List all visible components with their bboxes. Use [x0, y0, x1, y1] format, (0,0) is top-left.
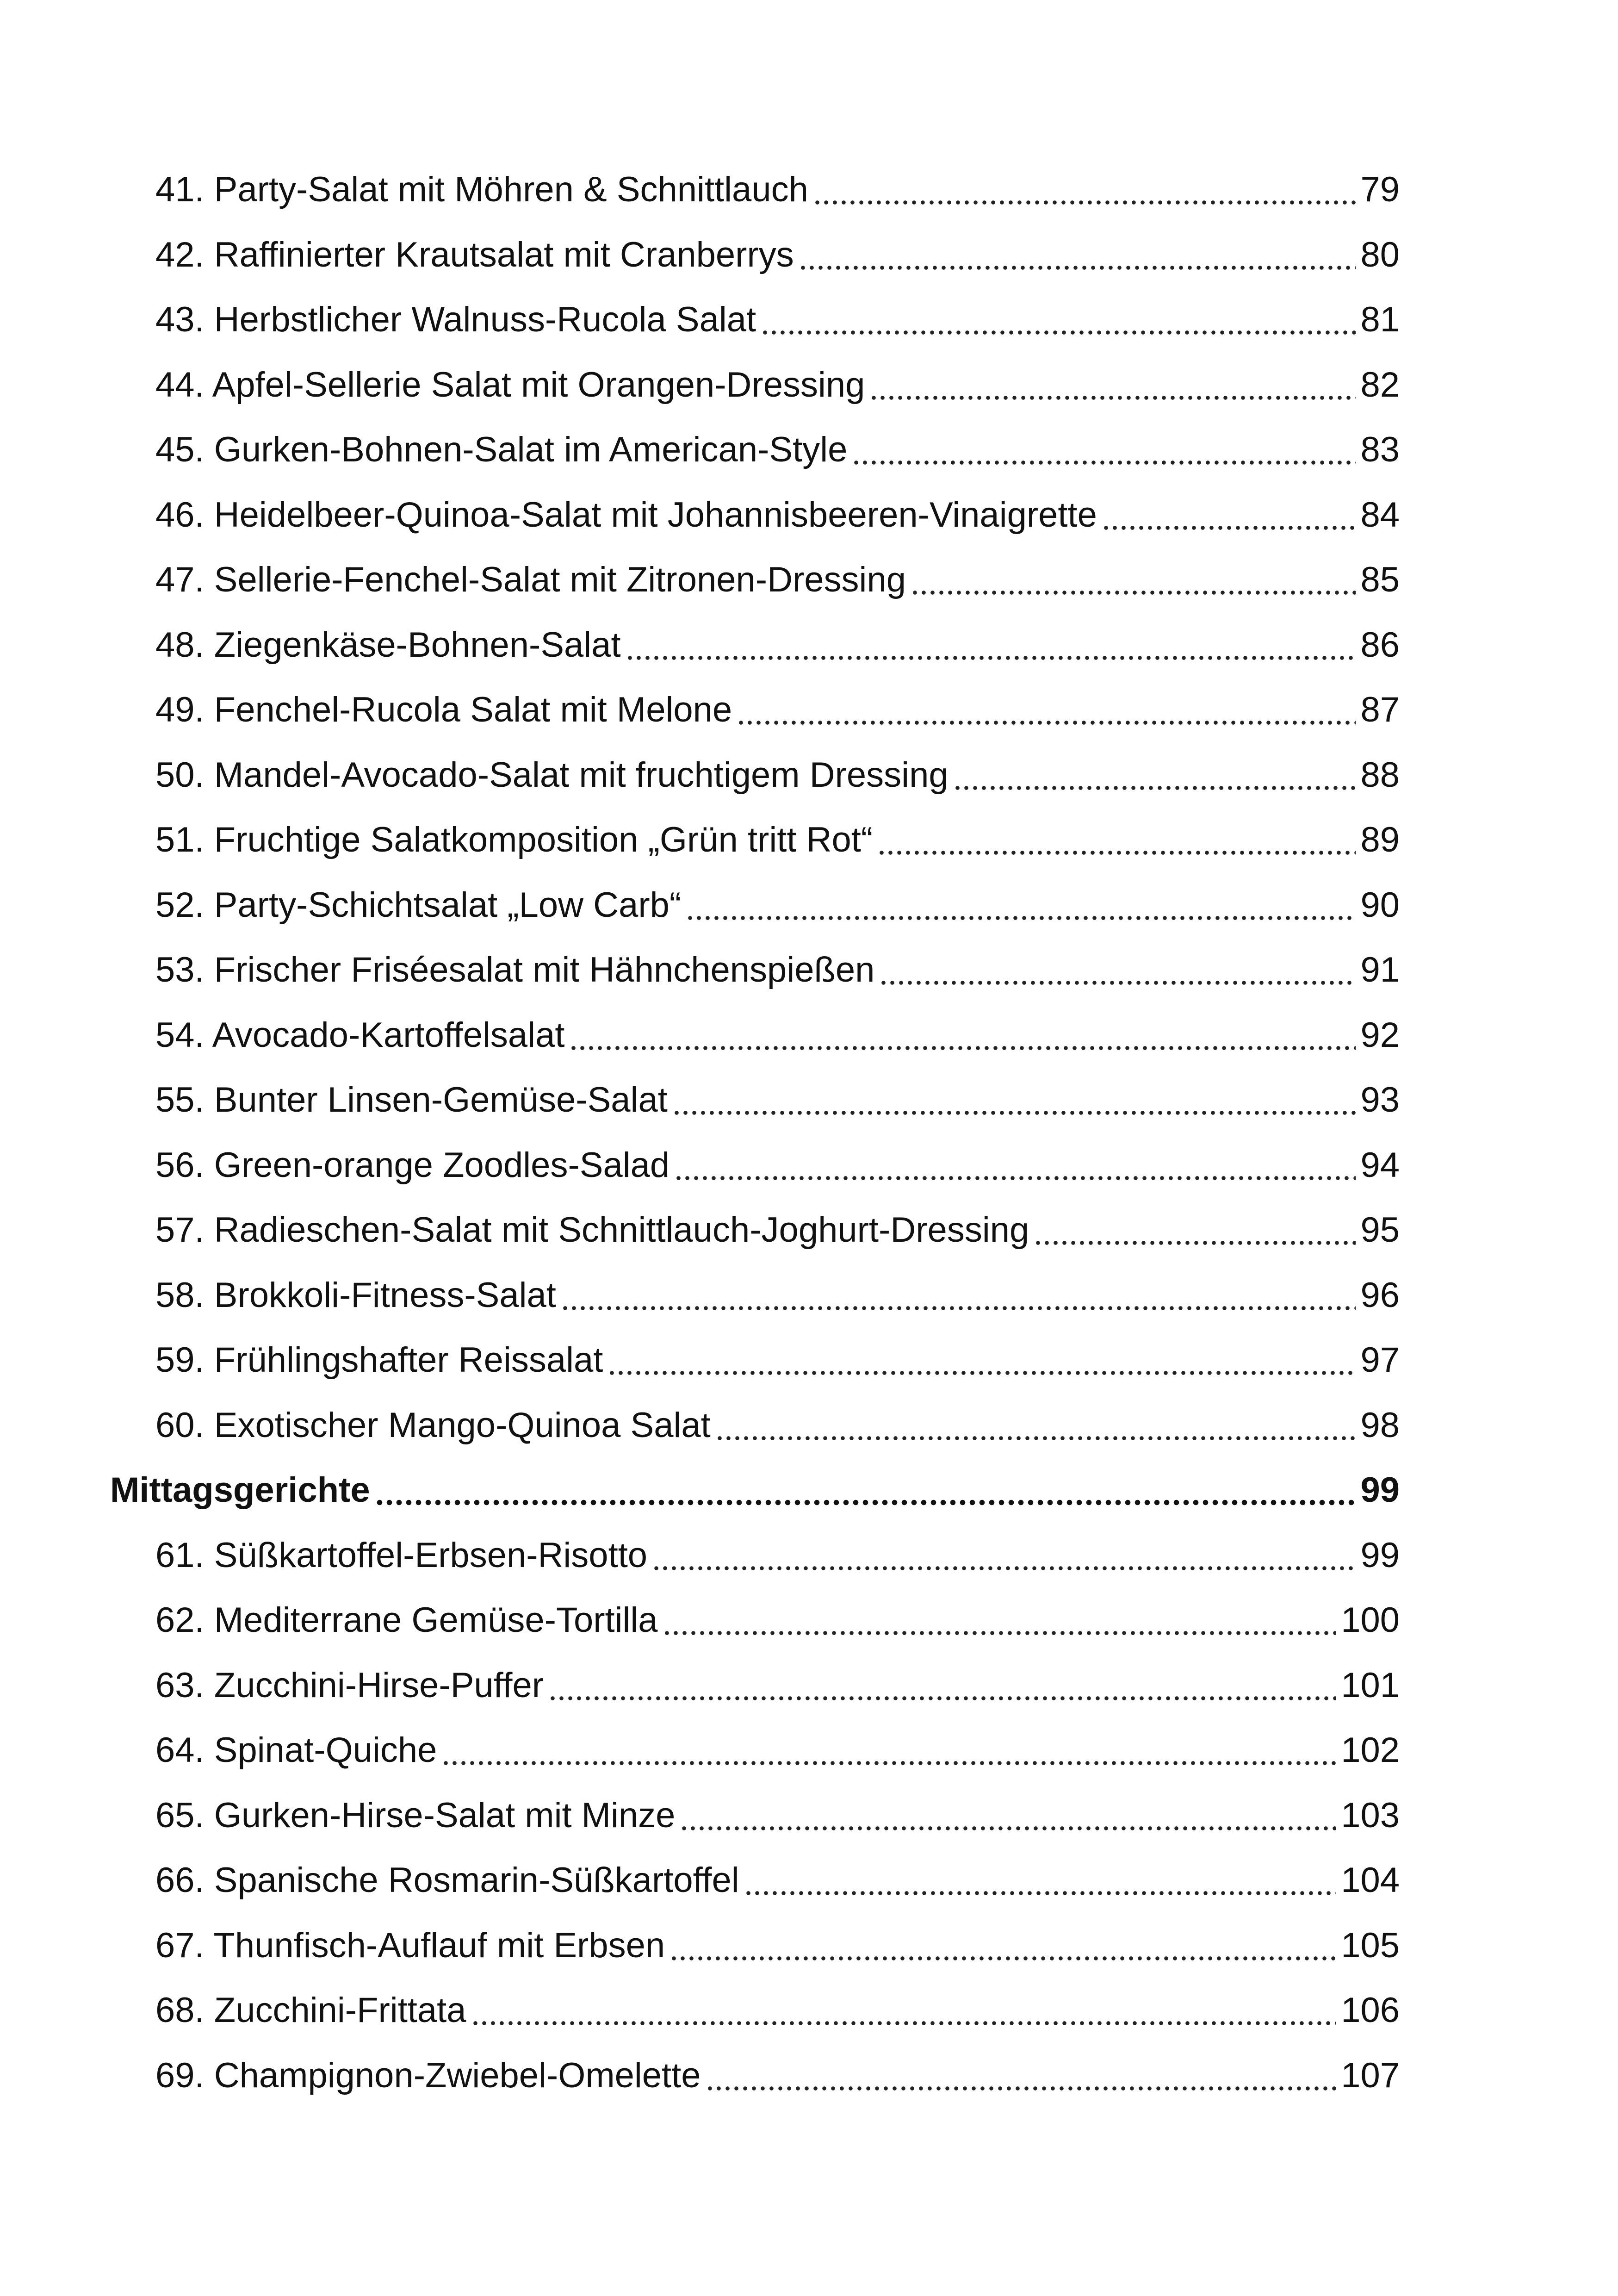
- toc-page-number: 91: [1360, 950, 1400, 990]
- toc-entry-title: 54. Avocado-Kartoffelsalat: [155, 1015, 565, 1055]
- dot-leader: [799, 237, 1356, 273]
- toc-page-number: 104: [1341, 1860, 1400, 1900]
- toc-entry-title: 46. Heidelbeer-Quinoa-Salat mit Johannisbeeren-Vinaigrette: [155, 495, 1097, 535]
- toc-entry[interactable]: [0, 1783, 1400, 1848]
- dot-leader: [744, 1863, 1337, 1898]
- toc-entry-title: 41. Party-Salat mit Möhren & Schnittlauch: [155, 170, 808, 210]
- toc-entry[interactable]: [0, 157, 1400, 223]
- toc-entry[interactable]: [0, 1263, 1400, 1328]
- toc-entry[interactable]: [0, 1848, 1400, 1913]
- dot-leader: [953, 758, 1356, 793]
- toc-entry-title: 52. Party-Schichtsalat „Low Carb“: [155, 885, 682, 925]
- dot-leader: [680, 1798, 1336, 1833]
- toc-entry-title: 61. Süßkartoffel-Erbsen-Risotto: [155, 1535, 648, 1575]
- toc-entry[interactable]: [0, 743, 1400, 808]
- toc-page-number: 79: [1360, 170, 1400, 210]
- toc-entry-title: 48. Ziegenkäse-Bohnen-Salat: [155, 625, 621, 665]
- toc-page-number: 99: [1360, 1470, 1400, 1510]
- toc-entry[interactable]: [0, 1523, 1400, 1588]
- toc-section-heading[interactable]: [0, 1458, 1400, 1523]
- toc-page-number: 97: [1360, 1340, 1400, 1380]
- toc-entry-title: 47. Sellerie-Fenchel-Salat mit Zitronen-Dressing: [155, 560, 906, 600]
- toc-entry[interactable]: [0, 1393, 1400, 1458]
- dot-leader: [869, 367, 1356, 403]
- toc-entry[interactable]: [0, 287, 1400, 353]
- toc-entry[interactable]: [0, 808, 1400, 873]
- toc-entry[interactable]: [0, 1328, 1400, 1393]
- toc-entry-title: 53. Frischer Friséesalat mit Hähnchenspießen: [155, 950, 875, 990]
- toc-page-number: 92: [1360, 1015, 1400, 1055]
- toc-entry[interactable]: [0, 353, 1400, 418]
- dot-leader: [686, 888, 1356, 923]
- toc-entry[interactable]: [0, 1653, 1400, 1718]
- toc-page-number: 105: [1341, 1925, 1400, 1965]
- toc-entry-title: 45. Gurken-Bohnen-Salat im American-Style: [155, 430, 848, 470]
- toc-page-number: 106: [1341, 1991, 1400, 2030]
- toc-section-title: Mittagsgerichte: [110, 1470, 370, 1510]
- toc-page-number: 84: [1360, 495, 1400, 535]
- toc-entry[interactable]: [0, 1588, 1400, 1653]
- dot-leader: [471, 1993, 1337, 2028]
- toc-entry[interactable]: [0, 1718, 1400, 1783]
- toc-entry[interactable]: [0, 1978, 1400, 2043]
- toc-entry-title: 56. Green-orange Zoodles-Salad: [155, 1145, 670, 1185]
- toc-page-number: 87: [1360, 690, 1400, 730]
- toc-page-number: 86: [1360, 625, 1400, 665]
- toc-page-number: 102: [1341, 1730, 1400, 1770]
- dot-leader: [1034, 1213, 1356, 1248]
- toc-entry[interactable]: [0, 678, 1400, 743]
- toc-entry-title: 50. Mandel-Avocado-Salat mit fruchtigem Dressing: [155, 755, 948, 795]
- dot-leader: [911, 562, 1356, 597]
- toc-entry-title: 60. Exotischer Mango-Quinoa Salat: [155, 1405, 711, 1445]
- dot-leader: [715, 1408, 1356, 1443]
- toc-page-number: 98: [1360, 1405, 1400, 1445]
- toc-entry-title: 63. Zucchini-Hirse-Puffer: [155, 1665, 544, 1705]
- toc-page-number: 82: [1360, 365, 1400, 404]
- toc-entry-title: 55. Bunter Linsen-Gemüse-Salat: [155, 1080, 668, 1120]
- dot-leader: [877, 822, 1356, 858]
- dot-leader: [375, 1473, 1356, 1508]
- toc-page-number: 100: [1341, 1600, 1400, 1640]
- toc-entry-title: 66. Spanische Rosmarin-Süßkartoffel: [155, 1860, 739, 1900]
- dot-leader: [626, 628, 1356, 663]
- dot-leader: [852, 432, 1356, 467]
- toc-entry[interactable]: [0, 548, 1400, 613]
- toc-page-number: 95: [1360, 1210, 1400, 1250]
- table-of-contents: [0, 157, 1618, 2108]
- toc-page-number: 96: [1360, 1275, 1400, 1315]
- dot-leader: [672, 1083, 1356, 1118]
- toc-entry[interactable]: [0, 223, 1400, 288]
- toc-entry-title: 58. Brokkoli-Fitness-Salat: [155, 1275, 556, 1315]
- toc-entry-title: 67. Thunfisch-Auflauf mit Erbsen: [155, 1925, 665, 1965]
- dot-leader: [879, 952, 1356, 988]
- dot-leader: [670, 1928, 1336, 1963]
- toc-entry-title: 68. Zucchini-Frittata: [155, 1991, 466, 2030]
- dot-leader: [1102, 498, 1356, 533]
- toc-entry[interactable]: [0, 483, 1400, 548]
- toc-entry[interactable]: [0, 1133, 1400, 1198]
- toc-entry[interactable]: [0, 1068, 1400, 1133]
- toc-page-number: 85: [1360, 560, 1400, 600]
- toc-entry-title: 43. Herbstlicher Walnuss-Rucola Salat: [155, 300, 756, 340]
- dot-leader: [548, 1668, 1336, 1703]
- dot-leader: [441, 1733, 1336, 1768]
- toc-entry-title: 49. Fenchel-Rucola Salat mit Melone: [155, 690, 732, 730]
- toc-page-number: 93: [1360, 1080, 1400, 1120]
- toc-entry[interactable]: [0, 1003, 1400, 1068]
- toc-entry[interactable]: [0, 1198, 1400, 1263]
- toc-entry[interactable]: [0, 938, 1400, 1003]
- dot-leader: [569, 1018, 1356, 1053]
- dot-leader: [813, 172, 1356, 207]
- toc-page-number: 99: [1360, 1535, 1400, 1575]
- toc-entry-title: 51. Fruchtige Salatkomposition „Grün tritt Rot“: [155, 820, 873, 860]
- dot-leader: [663, 1603, 1337, 1638]
- toc-entry[interactable]: [0, 873, 1400, 938]
- toc-page-number: 101: [1341, 1665, 1400, 1705]
- toc-entry-title: 65. Gurken-Hirse-Salat mit Minze: [155, 1795, 676, 1835]
- toc-page-number: 89: [1360, 820, 1400, 860]
- toc-entry-title: 57. Radieschen-Salat mit Schnittlauch-Joghurt-Dressing: [155, 1210, 1029, 1250]
- toc-entry[interactable]: [0, 417, 1400, 483]
- toc-entry-title: 62. Mediterrane Gemüse-Tortilla: [155, 1600, 658, 1640]
- toc-entry[interactable]: [0, 613, 1400, 678]
- dot-leader: [706, 2058, 1337, 2093]
- toc-page-number: 103: [1341, 1795, 1400, 1835]
- dot-leader: [652, 1538, 1356, 1573]
- toc-entry[interactable]: [0, 1913, 1400, 1979]
- dot-leader: [674, 1148, 1356, 1183]
- toc-entry[interactable]: [0, 2043, 1400, 2109]
- toc-entry-title: 64. Spinat-Quiche: [155, 1730, 437, 1770]
- dot-leader: [608, 1343, 1356, 1378]
- toc-page-number: 80: [1360, 235, 1400, 274]
- toc-entry-title: 69. Champignon-Zwiebel-Omelette: [155, 2055, 701, 2095]
- toc-entry-title: 42. Raffinierter Krautsalat mit Cranberrys: [155, 235, 794, 274]
- toc-page-number: 81: [1360, 300, 1400, 340]
- dot-leader: [761, 302, 1356, 337]
- toc-page-number: 94: [1360, 1145, 1400, 1185]
- toc-entry-title: 44. Apfel-Sellerie Salat mit Orangen-Dressing: [155, 365, 865, 404]
- dot-leader: [561, 1278, 1356, 1313]
- toc-entry-title: 59. Frühlingshafter Reissalat: [155, 1340, 603, 1380]
- toc-page-number: 83: [1360, 430, 1400, 470]
- toc-page-number: 107: [1341, 2055, 1400, 2095]
- toc-page-number: 88: [1360, 755, 1400, 795]
- dot-leader: [737, 692, 1356, 728]
- toc-page-number: 90: [1360, 885, 1400, 925]
